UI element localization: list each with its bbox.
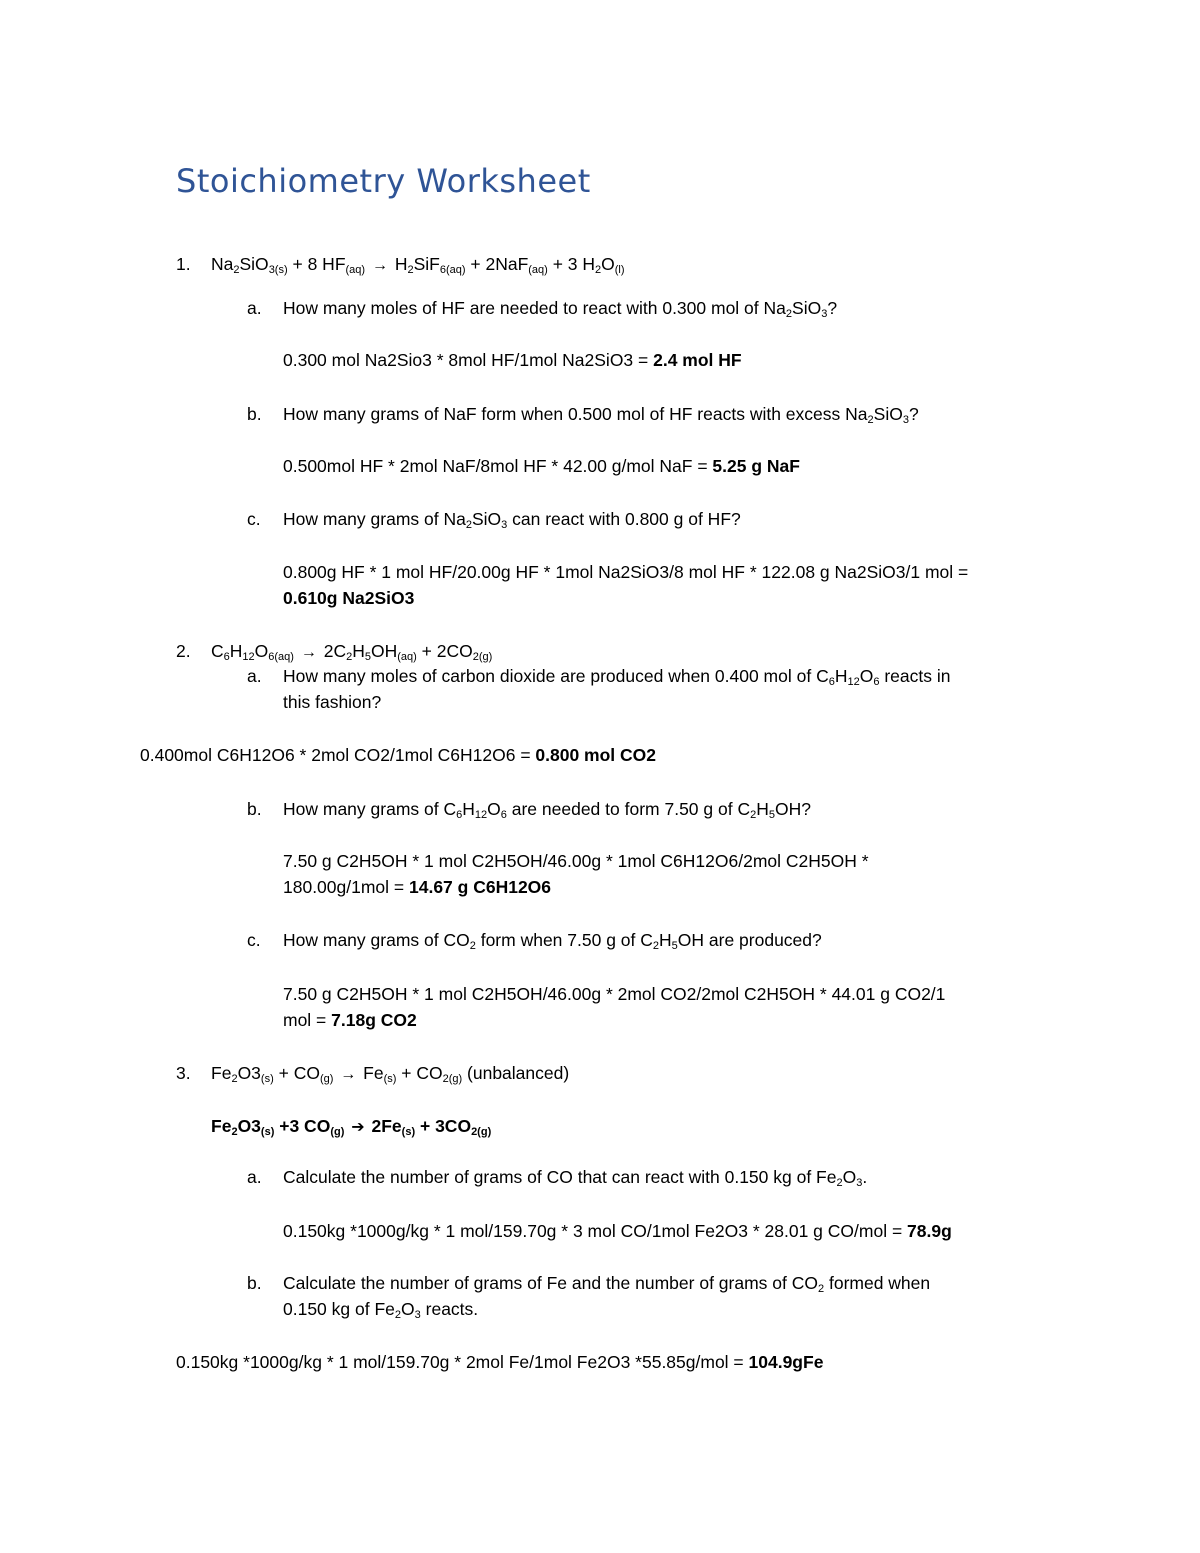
q2b-letter: b. <box>247 799 262 819</box>
q2c-question: How many grams of $CO_2$ form when 7.50 g of $C_2H_5OH$ are produced? <box>283 930 822 952</box>
page-title: Stoichiometry Worksheet <box>176 162 591 200</box>
q1a-question: How many moles of HF are needed to react with 0.300 mol of $Na_2SiO_3$? <box>283 298 838 320</box>
q3a-work-text: 0.150kg *1000g/kg * 1 mol/159.70g * 3 mol CO/1mol Fe2O3 * 28.01 g CO/mol = <box>283 1221 908 1241</box>
q2c-letter: c. <box>247 930 261 950</box>
q1c-question: How many grams of $Na_2SiO_3$ can react with 0.800 g of HF? <box>283 509 741 531</box>
q2b-work-line2-text: 180.00g/1mol = <box>283 877 409 897</box>
q2c-work-line1: 7.50 g C2H5OH * 1 mol C2H5OH/46.00g * 2mol CO2/2mol C2H5OH * 44.01 g CO2/1 <box>283 984 946 1004</box>
q3b-letter: b. <box>247 1273 262 1293</box>
q2a-letter: a. <box>247 666 262 686</box>
q1a-work <box>283 348 742 372</box>
q1-equation: $Na_2SiO_{3(s)} + 8$ $HF_{(aq)} \to H_2SiF_{6(aq)} + 2NaF_{(aq)} + 3$ $H_2O_{(l)}$ <box>211 254 625 276</box>
q3a-answer: 78.9g <box>907 1221 952 1241</box>
q3a-question: Calculate the number of grams of CO that can react with 0.150 kg of $Fe_2O_3$. <box>283 1167 868 1189</box>
q3b-work <box>176 1350 823 1374</box>
q3-number: 3. <box>176 1063 191 1083</box>
q3a-letter: a. <box>247 1167 262 1187</box>
q3b-answer: 104.9gFe <box>748 1352 824 1372</box>
q2b-work-line1: 7.50 g C2H5OH * 1 mol C2H5OH/46.00g * 1mol C6H12O6/2mol C2H5OH * <box>283 851 869 871</box>
q2c-work-line2-text: mol = <box>283 1010 332 1030</box>
q3b-work-text: 0.150kg *1000g/kg * 1 mol/159.70g * 2mol Fe/1mol Fe2O3 *55.85g/mol = <box>176 1352 749 1372</box>
q2b-answer: 14.67 g C6H12O6 <box>409 877 552 897</box>
q2a-answer: 0.800 mol CO2 <box>535 745 657 765</box>
q1a-answer: 2.4 mol HF <box>653 350 742 370</box>
q2c-answer: 7.18g CO2 <box>331 1010 417 1030</box>
q1a-letter: a. <box>247 298 262 318</box>
q1c-answer: 0.610g Na2SiO3 <box>283 588 415 608</box>
q2a-question-line2: this fashion? <box>283 692 382 712</box>
q1c-work: 0.800g HF * 1 mol HF/20.00g HF * 1mol Na2SiO3/8 mol HF * 122.08 g Na2SiO3/1 mol = <box>283 562 969 582</box>
q2c-work-line2 <box>283 1008 417 1032</box>
q2a-question-line1: How many moles of carbon dioxide are produced when 0.400 mol of $C_6H_{12}O_6$ reacts in <box>283 666 951 688</box>
q2-equation: $C_6H_{12}O_{6(aq)} \to 2C_2H_5OH_{(aq)} + 2CO_{2(g)}$ <box>211 641 493 663</box>
q3-equation: $Fe_2O3_{(s)} + CO_{(g)} \to Fe_{(s)} + CO_{2(g)}$ (unbalanced) <box>211 1063 570 1085</box>
q3b-question-line1: Calculate the number of grams of Fe and the number of grams of $CO_2$ formed when <box>283 1273 931 1295</box>
q3a-work <box>283 1219 952 1243</box>
q1b-letter: b. <box>247 404 262 424</box>
q2b-work-line2 <box>283 875 551 899</box>
q2b-question: How many grams of $C_6H_{12}O_6$ are needed to form 7.50 g of $C_2H_5OH$? <box>283 799 811 821</box>
q1b-answer: 5.25 g NaF <box>712 456 800 476</box>
q1-number: 1. <box>176 254 191 274</box>
q2-number: 2. <box>176 641 191 661</box>
q3b-question-line2: 0.150 kg of $Fe_2O_3$ reacts. <box>283 1299 479 1321</box>
q1a-work-text: 0.300 mol Na2Sio3 * 8mol HF/1mol Na2SiO3 = <box>283 350 654 370</box>
q1c-letter: c. <box>247 509 261 529</box>
q2a-work-text: 0.400mol C6H12O6 * 2mol CO2/1mol C6H12O6 = <box>140 745 536 765</box>
q1b-question: How many grams of NaF form when 0.500 mol of HF reacts with excess $Na_2SiO_3$? <box>283 404 919 426</box>
q2a-work <box>140 743 656 767</box>
q3-balanced-equation: $Fe_2O3_{(s)} +3$ $CO_{(g)}$ ➔ $2Fe_{(s)} + 3CO_{2(g)}$ <box>211 1116 492 1138</box>
q1b-work-text: 0.500mol HF * 2mol NaF/8mol HF * 42.00 g/mol NaF = <box>283 456 713 476</box>
q1b-work <box>283 454 800 478</box>
